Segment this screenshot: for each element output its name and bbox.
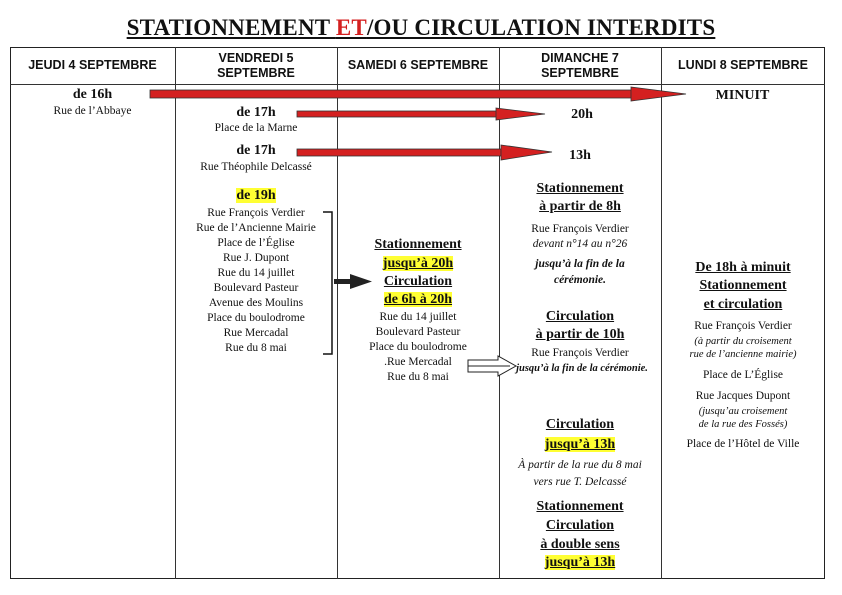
dimanche-b3-note-1: À partir de la rue du 8 mai xyxy=(518,459,642,471)
vendredi-street-list xyxy=(175,206,337,356)
lundi-note-1b: rue de l’ancienne mairie) xyxy=(689,349,797,360)
vendredi-time-1: de 17h xyxy=(236,105,276,120)
red-arrow-jeudi xyxy=(150,87,686,101)
samedi-line-2 xyxy=(337,255,499,272)
list-item: Rue François Verdier xyxy=(207,207,305,219)
dimanche-b1-note-2: jusqu’à la fin de la xyxy=(535,258,625,270)
vendredi-time-3 xyxy=(175,187,337,204)
list-item: Rue du 8 mai xyxy=(225,342,287,354)
lundi-note-3a: (jusqu’au croisement xyxy=(698,406,788,417)
list-item: Rue J. Dupont xyxy=(222,252,290,264)
lundi-line-1: De 18h à minuit xyxy=(695,260,791,275)
dimanche-b4-line-4-text: jusqu’à 13h xyxy=(544,555,616,570)
header-dimanche: DIMANCHE 7 SEPTEMBRE xyxy=(541,50,619,80)
lundi-note-1a: (à partir du croisement xyxy=(694,336,792,347)
list-item: Place du boulodrome xyxy=(369,341,467,353)
title-part3: /OU CIRCULATION INTERDITS xyxy=(366,15,716,40)
dimanche-b2-note: jusqu’à la fin de la cérémonie. xyxy=(516,363,648,374)
dimanche-b4-line-2: Circulation xyxy=(545,518,615,533)
jeudi-time: de 16h xyxy=(72,87,113,102)
dimanche-b3-line-2-text: jusqu’à 13h xyxy=(544,437,616,452)
dimanche-b3-note-2: vers rue T. Delcassé xyxy=(533,476,627,488)
title-part1: STATIONNEMENT xyxy=(126,15,336,40)
dimanche-end-1: 20h xyxy=(571,107,593,122)
dimanche-end-2: 13h xyxy=(569,148,591,163)
lundi-street-3: Rue Jacques Dupont xyxy=(695,390,791,402)
list-item: Rue du 14 juillet xyxy=(217,267,295,279)
header-lundi: LUNDI 8 SEPTEMBRE xyxy=(678,58,808,72)
list-item: Rue Mercadal xyxy=(223,327,289,339)
header-samedi: SAMEDI 6 SEPTEMBRE xyxy=(347,58,489,72)
lundi-end: MINUIT xyxy=(715,88,770,103)
dimanche-b1-line-2: à partir de 8h xyxy=(539,199,621,214)
samedi-line-4-text: de 6h à 20h xyxy=(383,292,453,307)
dimanche-b2-street: Rue François Verdier xyxy=(531,347,629,359)
lundi-street-2: Place de L’Église xyxy=(702,369,784,381)
dimanche-b3-line-2 xyxy=(499,436,661,453)
samedi-line-1: Stationnement xyxy=(374,237,462,252)
lundi-street-1: Rue François Verdier xyxy=(694,320,792,332)
samedi-line-4 xyxy=(337,291,499,308)
list-item: .Rue Mercadal xyxy=(384,356,452,368)
header-jeudi: JEUDI 4 SEPTEMBRE xyxy=(28,58,157,72)
list-item: Rue du 8 mai xyxy=(387,371,449,383)
dimanche-b4-line-4 xyxy=(499,554,661,571)
dimanche-b1-note-3: cérémonie. xyxy=(553,274,607,286)
title-emphasis: ET xyxy=(335,15,367,40)
samedi-street-list xyxy=(337,310,499,385)
vendredi-time-3-text: de 19h xyxy=(236,188,276,203)
list-item: Avenue des Moulins xyxy=(208,297,304,309)
dimanche-b2-line-1: Circulation xyxy=(545,309,615,324)
list-item: Boulevard Pasteur xyxy=(213,282,299,294)
header-vendredi: VENDREDI 5 SEPTEMBRE xyxy=(217,50,295,80)
dimanche-b4-line-1: Stationnement xyxy=(536,499,624,514)
list-item: Rue du 14 juillet xyxy=(379,311,457,323)
dimanche-b1-street: Rue François Verdier xyxy=(531,223,629,235)
vendredi-time-2: de 17h xyxy=(236,143,276,158)
samedi-line-2-text: jusqu’à 20h xyxy=(382,256,454,271)
dimanche-b1-note-1: devant n°14 au n°26 xyxy=(532,238,628,250)
lundi-street-4: Place de l’Hôtel de Ville xyxy=(686,438,800,450)
list-item: Place du boulodrome xyxy=(207,312,305,324)
jeudi-street: Rue de l’Abbaye xyxy=(53,105,132,117)
dimanche-b4-line-3: à double sens xyxy=(540,537,620,552)
dimanche-b3-line-1: Circulation xyxy=(545,417,615,432)
lundi-note-3b: de la rue des Fossés) xyxy=(698,419,788,430)
list-item: Boulevard Pasteur xyxy=(375,326,461,338)
lundi-line-3: et circulation xyxy=(703,297,783,312)
dimanche-b2-line-2: à partir de 10h xyxy=(535,327,625,342)
dimanche-b1-line-1: Stationnement xyxy=(536,181,624,196)
vendredi-street-2: Rue Théophile Delcassé xyxy=(200,161,312,173)
samedi-line-3: Circulation xyxy=(383,274,453,289)
list-item: Place de l’Église xyxy=(217,237,295,249)
lundi-line-2: Stationnement xyxy=(699,278,787,293)
list-item: Rue de l’Ancienne Mairie xyxy=(196,222,316,234)
vendredi-street-1: Place de la Marne xyxy=(214,122,298,134)
